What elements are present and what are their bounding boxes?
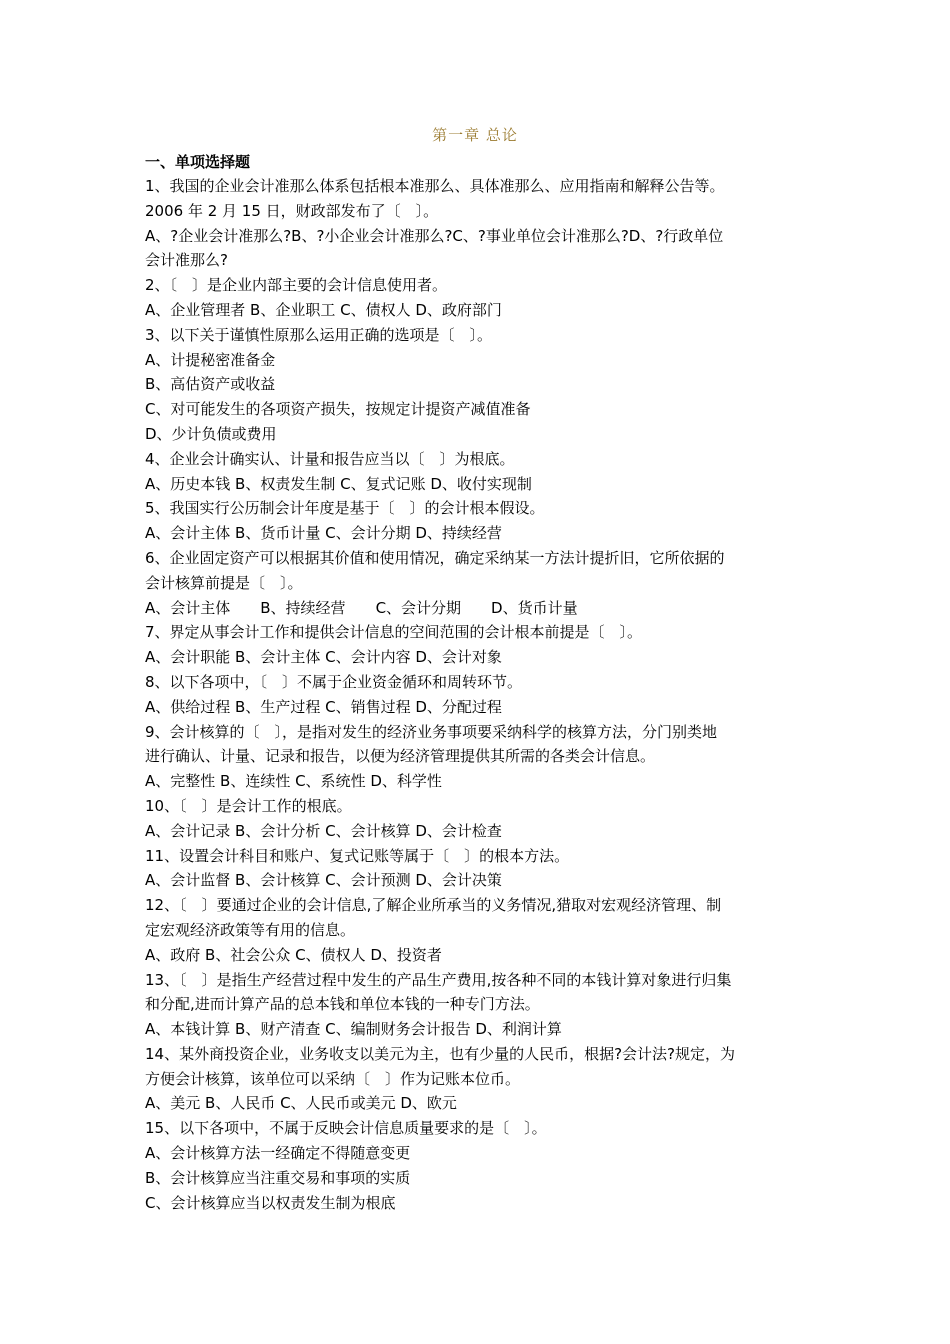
text-line: 6、企业固定资产可以根据其价值和使用情况，确定采纳某一方法计提折旧，它所依据的 xyxy=(145,548,725,567)
text-line: A、供给过程 B、生产过程 C、销售过程 D、分配过程 xyxy=(145,697,502,716)
question-list xyxy=(145,174,810,1215)
text-line: A、历史本钱 B、权责发生制 C、复式记账 D、收付实现制 xyxy=(145,474,532,493)
text-line: 方便会计核算，该单位可以采纳〔 〕作为记账本位币。 xyxy=(145,1069,521,1088)
q6-options-line xyxy=(145,596,810,621)
text-line: 4、企业会计确实认、计量和报告应当以〔 〕为根底。 xyxy=(145,449,515,468)
text-line: 和分配,进而计算产品的总本钱和单位本钱的一种专门方法。 xyxy=(145,995,540,1014)
text-line: 1、我国的企业会计准那么体系包括根本准那么、具体准那么、应用指南和解释公告等。 xyxy=(145,177,725,195)
text-line: 10、〔 〕是会计工作的根底。 xyxy=(145,796,352,815)
text-line: C、对可能发生的各项资产损失，按规定计提资产减值准备 xyxy=(145,400,531,419)
text-line: A、会计记录 B、会计分析 C、会计核算 D、会计检查 xyxy=(145,821,502,840)
text-line: 11、设置会计科目和账户、复式记账等属于〔 〕的根本方法。 xyxy=(145,846,570,865)
text-line: A、企业管理者 B、企业职工 C、债权人 D、政府部门 xyxy=(145,300,502,319)
text-line: A、政府 B、社会公众 C、债权人 D、投资者 xyxy=(145,945,442,964)
q6-option-d: D、货币计量 xyxy=(491,598,578,617)
text-line: 12、〔 〕要通过企业的会计信息,了解企业所承当的义务情况,猎取对宏观经济管理、制 xyxy=(145,896,722,915)
text-line: 定宏观经济政策等有用的信息。 xyxy=(145,920,356,939)
text-line: 14、某外商投资企业，业务收支以美元为主，也有少量的人民币，根据?会计法?规定，为 xyxy=(145,1044,736,1063)
q6-option-a: A、会计主体 xyxy=(145,598,231,617)
text-line: 会计核算前提是〔 〕。 xyxy=(145,573,303,592)
text-line: A、本钱计算 B、财产清查 C、编制财务会计报告 D、利润计算 xyxy=(145,1020,562,1039)
text-line: 2006 年 2 月 15 日，财政部发布了〔 〕。 xyxy=(145,201,439,220)
text-line: 进行确认、计量、记录和报告，以便为经济管理提供其所需的各类会计信息。 xyxy=(145,747,656,766)
text-line: A、会计核算方法一经确定不得随意变更 xyxy=(145,1144,411,1163)
text-line: 15、以下各项中，不属于反映会计信息质量要求的是〔 〕。 xyxy=(145,1119,547,1138)
text-line: 9、会计核算的〔 〕，是指对发生的经济业务事项要采纳科学的核算方法，分门别类地 xyxy=(145,722,718,741)
text-line: A、?企业会计准那么?B、?小企业会计准那么?C、?事业单位会计准那么?D、?行政单位 xyxy=(145,226,724,245)
text-line: C、会计核算应当以权责发生制为根底 xyxy=(145,1193,396,1212)
text-line: A、计提秘密准备金 xyxy=(145,350,276,369)
text-line: 7、界定从事会计工作和提供会计信息的空间范围的会计根本前提是〔 〕。 xyxy=(145,623,643,642)
text-line: 8、以下各项中，〔 〕不属于企业资金循环和周转环节。 xyxy=(145,672,523,691)
text-line: A、会计监督 B、会计核算 C、会计预测 D、会计决策 xyxy=(145,871,502,890)
text-line: A、会计职能 B、会计主体 C、会计内容 D、会计对象 xyxy=(145,648,502,667)
text-line: A、完整性 B、连续性 C、系统性 D、科学性 xyxy=(145,772,442,791)
text-line: 3、以下关于谨慎性原那么运用正确的选项是〔 〕。 xyxy=(145,325,493,344)
text-line: B、高估资产或收益 xyxy=(145,375,276,394)
text-line: 2、〔 〕是企业内部主要的会计信息使用者。 xyxy=(145,276,448,295)
text-line: A、会计主体 B、货币计量 C、会计分期 D、持续经营 xyxy=(145,524,502,543)
text-line: 会计准那么? xyxy=(145,251,228,270)
q6-option-c: C、会计分期 xyxy=(375,598,462,617)
text-line: A、美元 B、人民币 C、人民币或美元 D、欧元 xyxy=(145,1094,457,1113)
chapter-title: 第一章 总论 xyxy=(432,126,518,144)
q6-option-b: B、持续经营 xyxy=(260,598,346,617)
text-line: D、少计负债或费用 xyxy=(145,424,277,443)
text-line: 5、我国实行公历制会计年度是基于〔 〕的会计根本假设。 xyxy=(145,499,545,518)
text-line: B、会计核算应当注重交易和事项的实质 xyxy=(145,1168,411,1187)
text-line: 13、〔 〕是指生产经营过程中发生的产品生产费用,按各种不同的本钱计算对象进行归集 xyxy=(145,970,732,989)
section-heading: 一、单项选择题 xyxy=(145,153,251,171)
